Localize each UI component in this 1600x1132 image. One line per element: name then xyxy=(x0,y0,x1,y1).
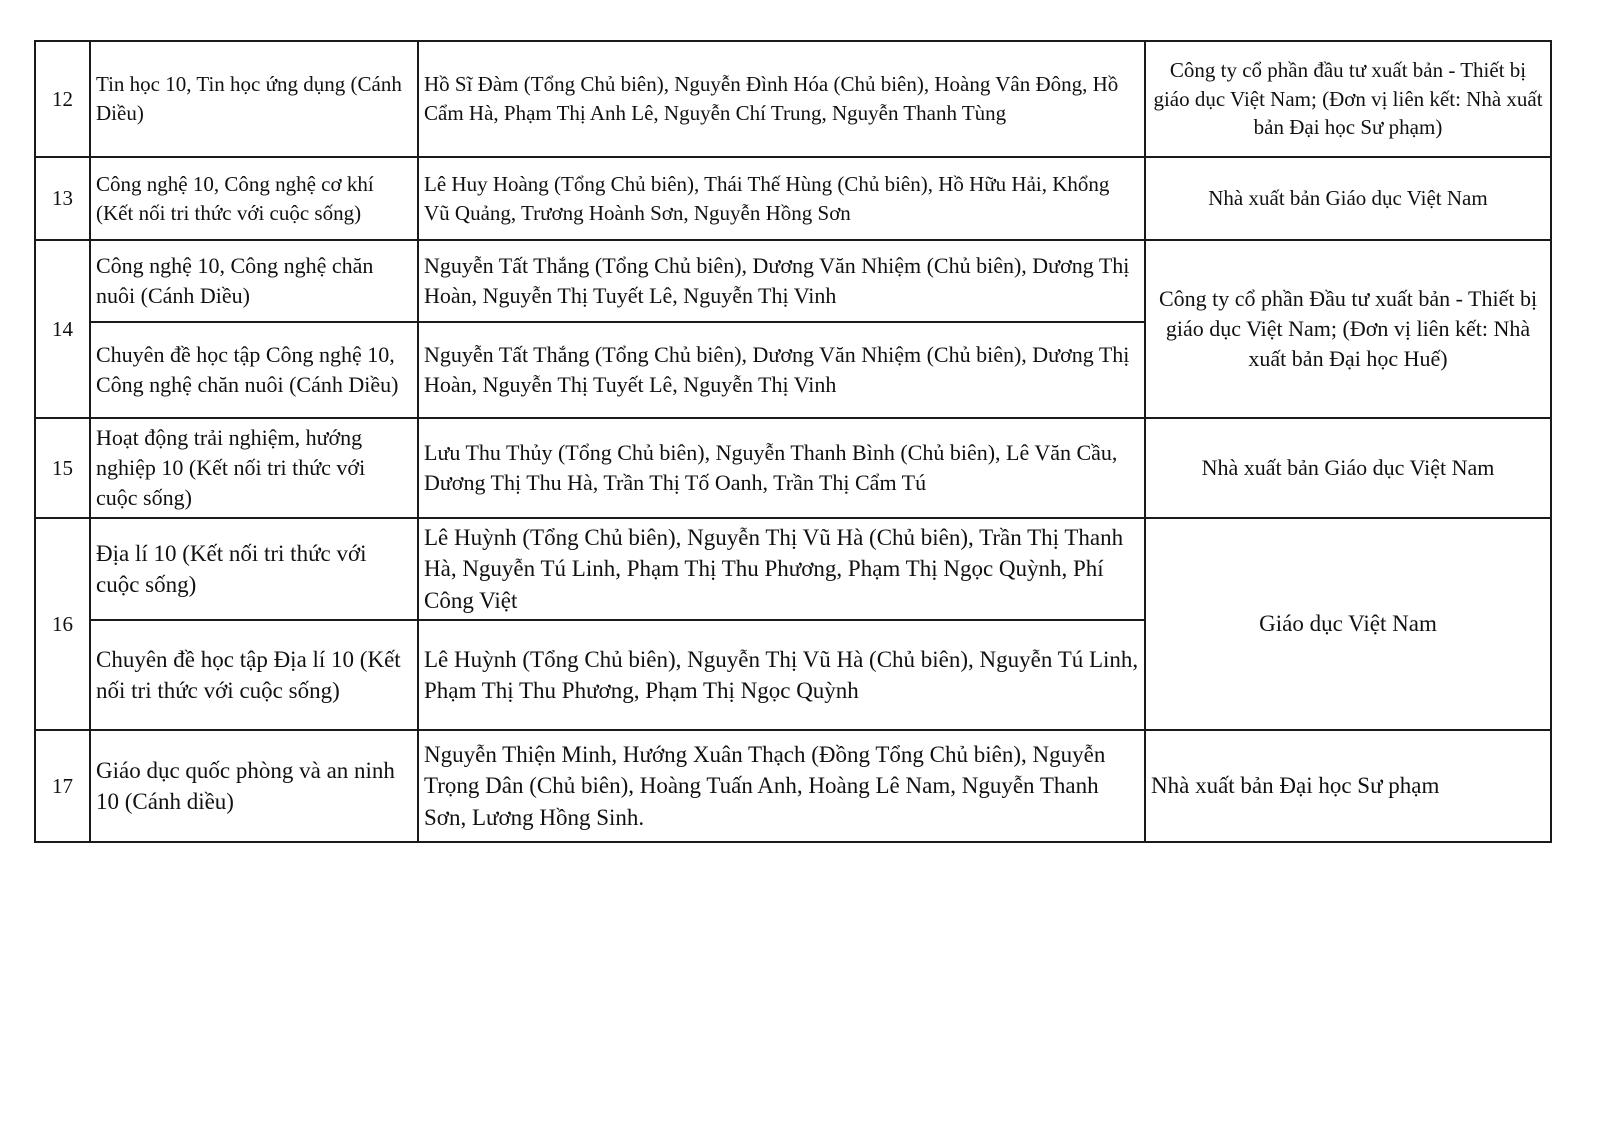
publisher: Nhà xuất bản Giáo dục Việt Nam xyxy=(1145,157,1551,240)
table-row xyxy=(35,518,1551,620)
book-authors: Lê Huỳnh (Tổng Chủ biên), Nguyễn Thị Vũ Hà (Chủ biên), Trần Thị Thanh Hà, Nguyễn Tú Linh, Phạm Thị Thu Phương, Phạm Thị Ngọc Quỳnh, Phí Công Việt xyxy=(418,518,1145,620)
book-authors: Lưu Thu Thủy (Tổng Chủ biên), Nguyễn Thanh Bình (Chủ biên), Lê Văn Cầu, Dương Thị Thu Hà, Trần Thị Tố Oanh, Trần Thị Cẩm Tú xyxy=(418,418,1145,518)
publisher: Nhà xuất bản Giáo dục Việt Nam xyxy=(1145,418,1551,518)
row-number: 17 xyxy=(35,730,90,842)
table-row xyxy=(35,157,1551,240)
table-row xyxy=(35,41,1551,157)
book-title: Công nghệ 10, Công nghệ cơ khí (Kết nối tri thức với cuộc sống) xyxy=(90,157,418,240)
row-number: 13 xyxy=(35,157,90,240)
publisher: Nhà xuất bản Đại học Sư phạm xyxy=(1145,730,1551,842)
book-title: Địa lí 10 (Kết nối tri thức với cuộc sống) xyxy=(90,518,418,620)
table-row xyxy=(35,730,1551,842)
book-title: Chuyên đề học tập Địa lí 10 (Kết nối tri thức với cuộc sống) xyxy=(90,620,418,730)
book-title: Giáo dục quốc phòng và an ninh 10 (Cánh diều) xyxy=(90,730,418,842)
book-authors: Hồ Sĩ Đàm (Tổng Chủ biên), Nguyễn Đình Hóa (Chủ biên), Hoàng Vân Đông, Hồ Cẩm Hà, Phạm Thị Anh Lê, Nguyễn Chí Trung, Nguyễn Thanh Tùng xyxy=(418,41,1145,157)
table-row xyxy=(35,418,1551,518)
row-number: 14 xyxy=(35,240,90,418)
publisher: Công ty cổ phần đầu tư xuất bản - Thiết bị giáo dục Việt Nam; (Đơn vị liên kết: Nhà xuất bản Đại học Sư phạm) xyxy=(1145,41,1551,157)
book-title: Công nghệ 10, Công nghệ chăn nuôi (Cánh Diều) xyxy=(90,240,418,322)
row-number: 15 xyxy=(35,418,90,518)
row-number: 16 xyxy=(35,518,90,730)
book-title: Hoạt động trải nghiệm, hướng nghiệp 10 (Kết nối tri thức với cuộc sống) xyxy=(90,418,418,518)
book-authors: Lê Huy Hoàng (Tổng Chủ biên), Thái Thế Hùng (Chủ biên), Hồ Hữu Hải, Khổng Vũ Quảng, Trương Hoành Sơn, Nguyễn Hồng Sơn xyxy=(418,157,1145,240)
row-number: 12 xyxy=(35,41,90,157)
book-authors: Nguyễn Tất Thắng (Tổng Chủ biên), Dương Văn Nhiệm (Chủ biên), Dương Thị Hoàn, Nguyễn Thị Tuyết Lê, Nguyễn Thị Vinh xyxy=(418,322,1145,418)
book-authors: Nguyễn Tất Thắng (Tổng Chủ biên), Dương Văn Nhiệm (Chủ biên), Dương Thị Hoàn, Nguyễn Thị Tuyết Lê, Nguyễn Thị Vinh xyxy=(418,240,1145,322)
publisher: Công ty cổ phần Đầu tư xuất bản - Thiết bị giáo dục Việt Nam; (Đơn vị liên kết: Nhà xuất bản Đại học Huế) xyxy=(1145,240,1551,418)
textbook-table xyxy=(34,40,1552,843)
book-authors: Nguyễn Thiện Minh, Hướng Xuân Thạch (Đồng Tổng Chủ biên), Nguyễn Trọng Dân (Chủ biên), Hoàng Tuấn Anh, Hoàng Lê Nam, Nguyễn Thanh Sơn, Lương Hồng Sinh. xyxy=(418,730,1145,842)
publisher: Giáo dục Việt Nam xyxy=(1145,518,1551,730)
table-row xyxy=(35,240,1551,322)
book-title: Tin học 10, Tin học ứng dụng (Cánh Diều) xyxy=(90,41,418,157)
book-title: Chuyên đề học tập Công nghệ 10, Công nghệ chăn nuôi (Cánh Diều) xyxy=(90,322,418,418)
book-authors: Lê Huỳnh (Tổng Chủ biên), Nguyễn Thị Vũ Hà (Chủ biên), Nguyễn Tú Linh, Phạm Thị Thu Phương, Phạm Thị Ngọc Quỳnh xyxy=(418,620,1145,730)
